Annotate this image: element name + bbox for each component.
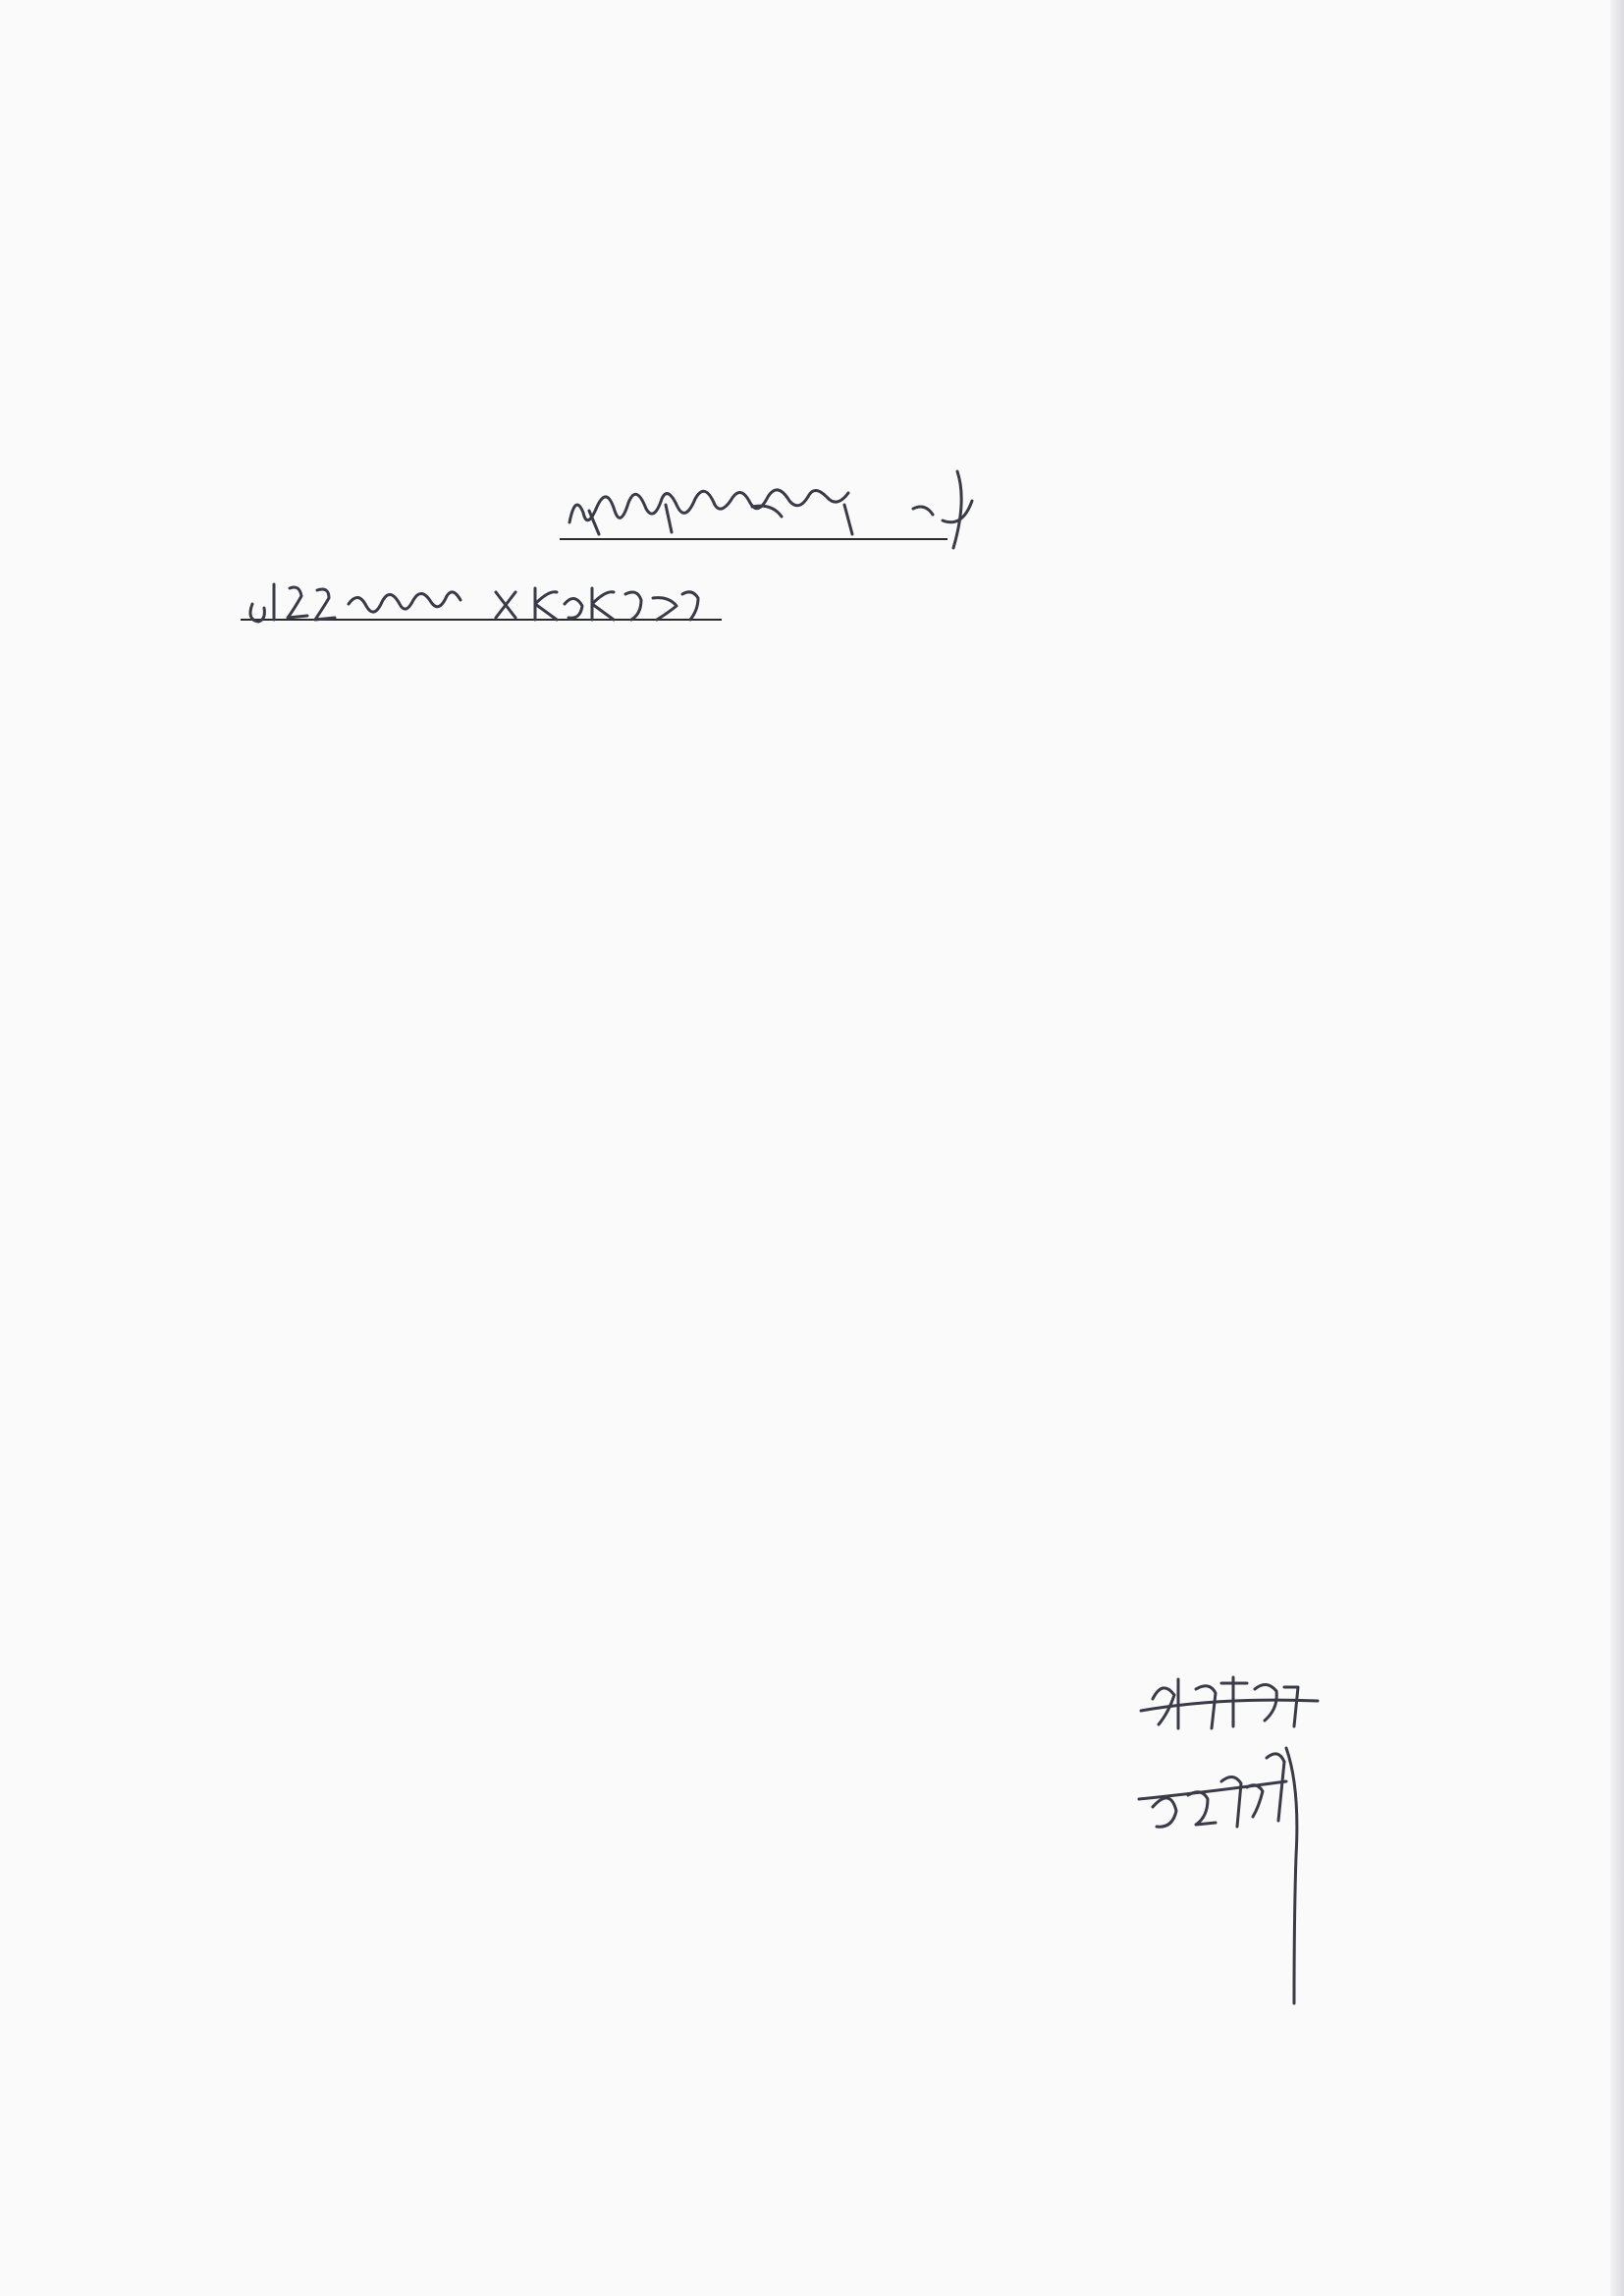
credit-code-handwriting bbox=[241, 565, 731, 633]
legal-rep-signature bbox=[1139, 1660, 1394, 1994]
paper-edge bbox=[1610, 0, 1624, 2296]
unit-name-handwriting bbox=[550, 462, 1021, 570]
